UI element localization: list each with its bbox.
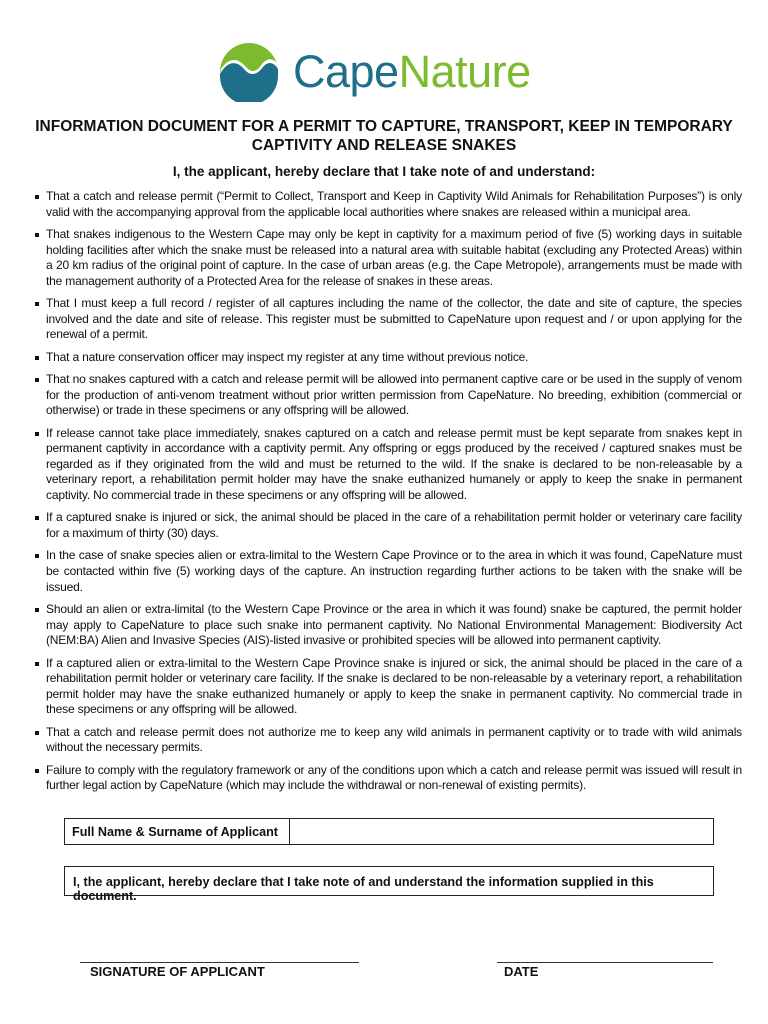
condition-item: That no snakes captured with a catch and release permit will be allowed into permanent captive care or be used in the supply of venom for the production of anti-venom treatment without prior written permission from CapeNature. No breeding, exhibition (commercial or otherwise) or trade in these specimens or any offspring will be allowed. (34, 372, 742, 419)
wordmark-nature: Nature (398, 46, 531, 97)
wordmark-cape: Cape (293, 46, 399, 97)
condition-item: If a captured snake is injured or sick, the animal should be placed in the care of a rehabilitation permit holder or veterinary care facility for a maximum of thirty (30) days. (34, 510, 742, 541)
declaration-intro: I, the applicant, hereby declare that I take note of and understand: (172, 164, 596, 179)
applicant-name-field[interactable] (290, 819, 713, 844)
applicant-name-label: Full Name & Surname of Applicant (65, 819, 290, 844)
capenature-logo (219, 42, 564, 104)
signature-label: SIGNATURE OF APPLICANT (90, 964, 265, 979)
condition-item: That a catch and release permit (“Permit to Collect, Transport and Keep in Captivity Wild Animals for Rehabilitation Purposes”) is only valid with the accompanying approval from the applicable local authorities where snakes are released within a municipal area. (34, 189, 742, 220)
conditions-list (34, 189, 742, 801)
condition-item: That a catch and release permit does not authorize me to keep any wild animals in permanent captivity or to trade with wild animals without the necessary permits. (34, 725, 742, 756)
condition-item: That snakes indigenous to the Western Cape may only be kept in captivity for a maximum period of five (5) working days in suitable holding facilities after which the snake must be released into a natural area with suitable habitat (excluding any Protected Areas) within a 20 km radius of the original point of capture. In the case of urban areas (e.g. the Cape Metropole), arrangements must be made with the management authority of a Protected Area for the release of snakes in these areas. (34, 227, 742, 289)
document-title: INFORMATION DOCUMENT FOR A PERMIT TO CAPTURE, TRANSPORT, KEEP IN TEMPORARY CAPTIVITY AND RELEASE SNAKES (35, 118, 733, 154)
condition-item: If a captured alien or extra-limital to the Western Cape Province snake is injured or sick, the animal should be placed in the care of a rehabilitation permit holder or veterinary care facility. If the snake is declared to be non-releasable by a veterinary report, a rehabilitation permit holder may have the snake euthanized humanely or apply to keep the snake in permanent captivity. No commercial trade in these specimens or any offspring will be allowed. (34, 656, 742, 718)
date-line[interactable] (497, 962, 713, 963)
condition-item: In the case of snake species alien or extra-limital to the Western Cape Province or to the area in which it was found, CapeNature must be contacted within five (5) working days of the capture. An instruction regarding further actions to be taken with the snake will be issued. (34, 548, 742, 595)
condition-item: That I must keep a full record / register of all captures including the name of the collector, the date and site of capture, the species involved and the date and site of release. This register must be submitted to CapeNature upon request and / or upon applying for the renewal of a permit. (34, 296, 742, 343)
date-label: DATE (504, 964, 539, 979)
condition-item: Should an alien or extra-limital (to the Western Cape Province or the area in which it was found) snake be captured, the permit holder may apply to CapeNature to place such snake into permanent captivity. No National Environmental Management: Biodiversity Act (NEM:BA) Alien and Invasive Species (AIS)-listed invasive or prohibited species will be allowed into permanent captivity. (34, 602, 742, 649)
capenature-logo-icon (219, 42, 279, 102)
applicant-name-row (64, 818, 714, 845)
capenature-wordmark (293, 46, 531, 98)
declaration-statement: I, the applicant, hereby declare that I take note of and understand the information supplied in this document. (64, 866, 714, 896)
signature-line[interactable] (80, 962, 359, 963)
condition-item: That a nature conservation officer may inspect my register at any time without previous notice. (34, 350, 742, 366)
condition-item: If release cannot take place immediately, snakes captured on a catch and release permit must be kept separate from snakes kept in permanent captivity in accordance with a captivity permit. Any offspring or eggs produced by the received / captured snakes must be regarded as if they originated from the wild and must be returned to the wild. If the snake is declared to be non-releasable by a veterinary report, a rehabilitation permit holder may have the snake euthanized humanely or apply to keep the snake in permanent captivity. No commercial trade in these specimens or any offspring will be allowed. (34, 426, 742, 504)
condition-item: Failure to comply with the regulatory framework or any of the conditions upon which a catch and release permit was issued will result in further legal action by CapeNature (which may include the withdrawal or non-renewal of existing permits). (34, 763, 742, 794)
